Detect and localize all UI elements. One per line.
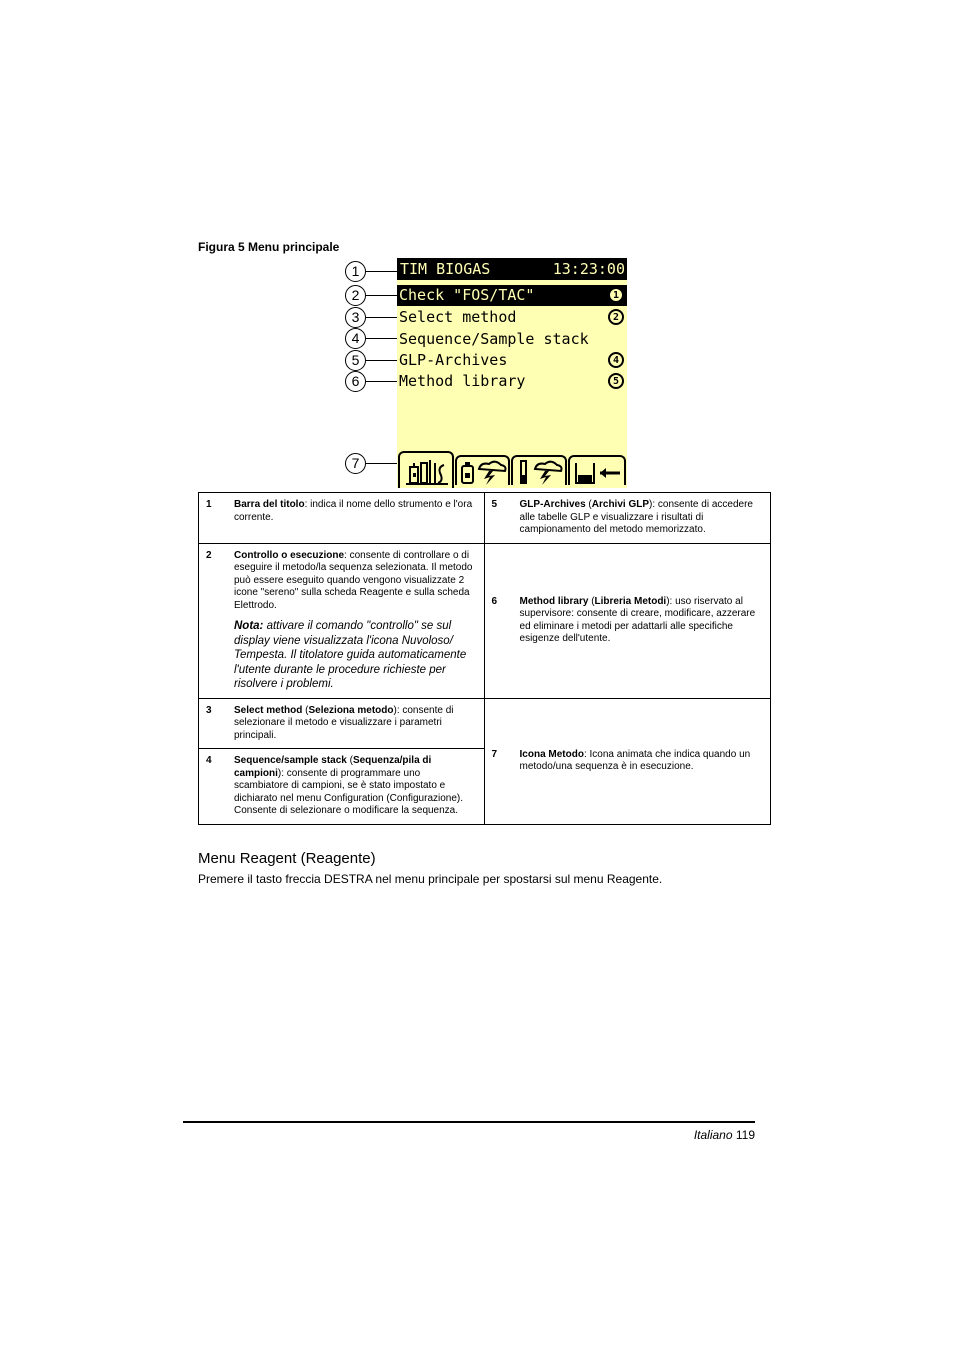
item-text: ( xyxy=(346,755,353,766)
shortcut-number-icon: 4 xyxy=(608,352,624,368)
menu-item-label: Check "FOS/TAC" xyxy=(399,286,535,304)
table-row xyxy=(199,543,771,698)
callout-7: 7 xyxy=(345,453,366,474)
shortcut-number-icon: 5 xyxy=(608,373,624,389)
item-number: 3 xyxy=(206,704,212,716)
item-text: ( xyxy=(585,499,592,510)
item-term-translation: Archivi GLP xyxy=(591,499,650,510)
table-cell xyxy=(199,749,485,825)
footer-language: Italiano xyxy=(693,1128,733,1142)
instrument-name: TIM BIOGAS xyxy=(400,260,491,278)
menu-item-select-method[interactable] xyxy=(397,307,627,328)
tab-reagent[interactable] xyxy=(455,455,510,485)
page-footer xyxy=(694,1128,755,1142)
table-row xyxy=(199,493,771,544)
table-cell xyxy=(484,543,770,698)
callout-leader xyxy=(366,271,397,272)
bottle-lightning-icon xyxy=(457,457,509,487)
callout-leader xyxy=(366,360,397,361)
table-cell xyxy=(199,698,485,749)
item-description: ): consente di accedere alle tabelle GLP e visualizzare i risultati di campionamento del metodo memorizzato. xyxy=(519,499,753,535)
table-row xyxy=(199,698,771,749)
item-term: Icona Metodo xyxy=(519,748,584,760)
note xyxy=(234,619,476,692)
footer-rule xyxy=(183,1121,755,1123)
tab-bar xyxy=(397,451,627,488)
title-bar xyxy=(397,258,627,280)
item-number: 6 xyxy=(491,595,498,607)
item-description: ): consente di selezionare il metodo e visualizzare i parametri principali. xyxy=(234,704,454,741)
item-number: 1 xyxy=(206,499,212,510)
item-description: ): uso riservato al supervisore: consente di creare, modificare, azzerare ed eliminare i metodi per adattarli alle specifiche esigenze dell'utente. xyxy=(519,595,756,644)
callout-6: 6 xyxy=(345,371,366,392)
callout-3: 3 xyxy=(345,307,366,328)
tab-sample[interactable] xyxy=(568,455,626,485)
callout-leader xyxy=(366,317,397,318)
table-cell xyxy=(484,698,770,824)
menu-item-label: Method library xyxy=(399,372,526,390)
item-text: ( xyxy=(302,704,309,716)
item-text: ( xyxy=(588,595,595,607)
page-number: 119 xyxy=(735,1128,755,1142)
electrode-lightning-icon xyxy=(513,457,565,487)
item-term: Controllo o esecuzione xyxy=(234,549,345,561)
item-term-translation: Seleziona metodo xyxy=(308,704,394,716)
note-text: attivare il comando "controllo" se sul display viene visualizzata l'icona Nuvoloso/ Tempesta. Il titolatore guida automaticamente l'utente durante le procedure richieste per risolvere i problemi. xyxy=(234,620,467,690)
menu-item-method-library[interactable] xyxy=(397,371,627,392)
shortcut-number-icon: 1 xyxy=(608,287,624,303)
section-paragraph xyxy=(198,872,662,886)
item-number: 2 xyxy=(206,549,212,561)
menu-item-label: Sequence/Sample stack xyxy=(399,330,589,348)
legend-table xyxy=(198,492,771,825)
item-number: 7 xyxy=(491,748,498,760)
item-description: ): consente di programmare uno scambiatore di campioni, se è stato impostato e dichiarato nel menu Configuration (Configurazione). Consente di selezionare o modificare la sequenza. xyxy=(234,767,464,816)
item-term: Method library xyxy=(519,595,589,607)
table-cell xyxy=(199,543,485,698)
callout-leader xyxy=(366,338,397,339)
table-cell xyxy=(484,493,770,544)
figure-caption: Figura 5 Menu principale xyxy=(198,240,340,254)
item-description: : consente di controllare o di eseguire il metodo/la sequenza selezionata. Il metodo può essere eseguito quando vengono visualizzate 2 icone "sereno" sulla scheda Reagente e sulla scheda Elettrodo. xyxy=(234,549,473,611)
item-term-translation: Libreria Metodi xyxy=(594,595,667,607)
callout-4: 4 xyxy=(345,328,366,349)
paragraph-text: Premere il tasto freccia xyxy=(198,872,325,886)
item-term: GLP-Archives xyxy=(519,499,586,510)
callout-leader xyxy=(366,295,397,296)
table-cell xyxy=(199,493,485,544)
menu-item-check-fos-tac[interactable] xyxy=(397,285,627,306)
paragraph-text: nel menu principale per spostarsi sul menu Reagente. xyxy=(372,872,663,886)
note-label: Nota: xyxy=(234,620,264,632)
item-term: Select method xyxy=(234,704,303,716)
callout-2: 2 xyxy=(345,285,366,306)
item-number: 5 xyxy=(491,499,498,510)
callout-leader xyxy=(366,381,397,382)
method-icon xyxy=(400,453,452,488)
clock: 13:23:00 xyxy=(552,260,625,278)
key-name: DESTRA xyxy=(324,872,373,886)
item-number: 4 xyxy=(206,755,212,766)
menu-item-glp-archives[interactable] xyxy=(397,350,627,371)
item-term: Barra del titolo xyxy=(234,499,305,510)
callout-5: 5 xyxy=(345,350,366,371)
item-term-translation: Sequenza/pila di campioni xyxy=(234,755,432,779)
section-heading: Menu Reagent (Reagente) xyxy=(198,850,376,867)
tab-method[interactable] xyxy=(398,451,454,488)
item-description: : Icona animata che indica quando un metodo/una sequenza è in esecuzione. xyxy=(519,748,751,772)
menu-item-sequence-sample-stack[interactable] xyxy=(397,329,627,350)
shortcut-number-icon: 2 xyxy=(608,309,624,325)
tab-electrode[interactable] xyxy=(511,455,567,485)
beaker-arrow-icon xyxy=(570,457,624,487)
item-description: : indica il nome dello strumento e l'ora corrente. xyxy=(234,499,473,523)
menu-item-label: Select method xyxy=(399,308,517,326)
device-screen xyxy=(397,258,627,488)
item-term: Sequence/sample stack xyxy=(234,755,347,766)
callout-1: 1 xyxy=(345,261,366,282)
menu-item-label: GLP-Archives xyxy=(399,351,508,369)
